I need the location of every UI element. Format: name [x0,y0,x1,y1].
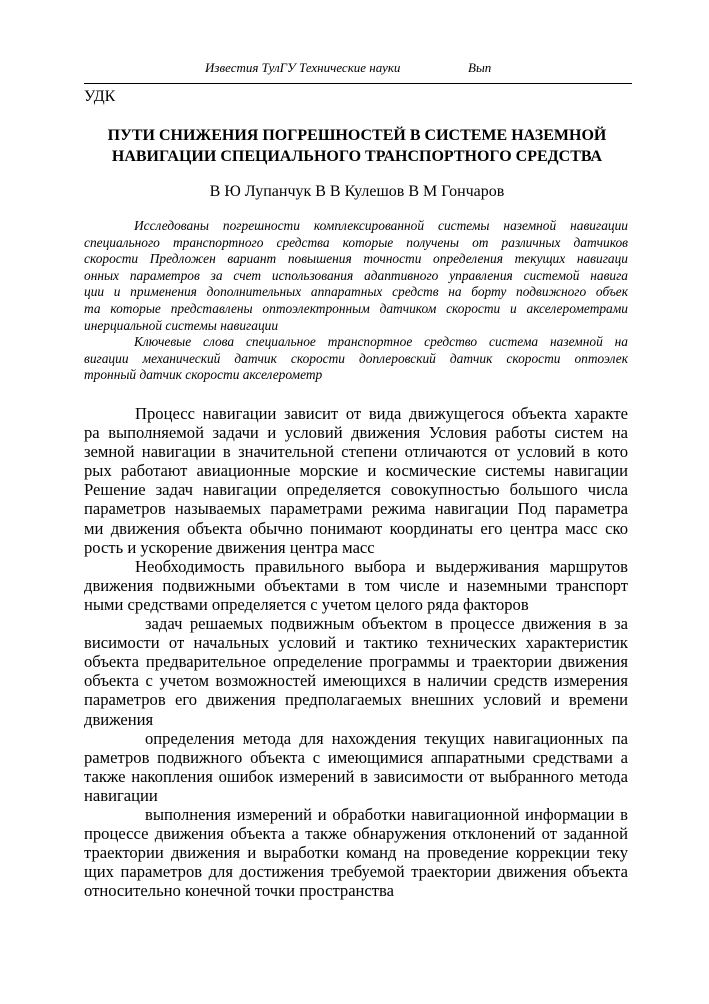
title-line: НАВИГАЦИИ СПЕЦИАЛЬНОГО ТРАНСПОРТНОГО СРЕДСТВА [111,148,603,165]
body-line: щих параметров для достижения требуемой траектории движения объекта [84,862,628,882]
body-line: траектории движения и выработки команд на проведение коррекции теку [84,843,628,863]
abstract-line: ции и применения дополнительных аппаратных средств на борту подвижного объек [84,284,628,300]
body-line: процессе движения объекта а также обнаружения отклонений от заданной [84,824,628,844]
abstract-line: Исследованы погрешности комплексированной системы наземной навигации [134,218,628,233]
body-line: раметров подвижного объекта с имеющимися аппаратными средствами а [84,747,628,767]
udk-label: УДК [84,88,116,105]
body-line: Необходимость правильного выбора и выдерживания маршрутов [135,556,628,576]
paragraph-2 [84,557,628,614]
body-line: движения подвижными объектами в том числе и наземными транспорт [84,575,628,595]
body-line: движения [84,709,154,729]
keywords-line: Ключевые слова специальное транспортное средство система наземной на [134,334,628,350]
keywords-line: вигации механический датчик скорости доплеровский датчик скорости оптоэлек [84,350,628,366]
body-line: относительно конечной точки пространства [84,881,395,901]
body-line: ра выполняемой задачи и условий движения Условия работы систем на [84,423,628,443]
body-line: выполнения измерений и обработки навигационной информации в [145,804,628,824]
body-line: объекта предварительное определение программы и траектории движения [84,652,628,672]
abstract-line: онных параметров за счет использования адаптивного управления системой навига [84,267,628,283]
paragraph-5 [84,805,628,900]
paragraph-1 [84,404,628,557]
body-line: ными средствами определяется с учетом целого ряда факторов [84,594,529,614]
body-line: определения метода для нахождения текущих навигационных па [145,728,628,748]
abstract-line: та которые представлены оптоэлектронным датчиком скорости и акселерометрами [84,300,628,316]
body-line: рость и ускорение движения центра масс [84,537,375,557]
abstract-line: инерциальной системы навигации [84,317,279,333]
abstract-line: скорости Предложен вариант повышения точности определения текущих навигаци [84,251,628,267]
body-line: также накопления ошибок измерений в зависимости от выбранного метода [84,766,628,786]
body-line: навигации [84,785,158,805]
paragraph-4 [84,729,628,805]
journal-name: Известия ТулГУ Технические науки [205,60,401,75]
body-line: параметров называемых параметрами режима навигации Под параметра [84,499,628,519]
body-line: объекта с учетом возможностей имеющихся в наличии средств измерения [84,671,628,691]
body-line: рых работают авиационные морские и космические системы навигации [84,461,628,481]
abstract-line: специального транспортного средства которые получены от различных датчиков [84,234,628,250]
body-line: земной навигации в значительной степени отличаются от условий в кото [84,442,628,462]
body-line: висимости от начальных условий и тактико технических характеристик [84,633,628,653]
body-line: Решение задач навигации определяется совокупностью большого числа [84,480,628,500]
keywords-line: тронный датчик скорости акселерометр [84,367,323,383]
title-line: ПУТИ СНИЖЕНИЯ ПОГРЕШНОСТЕЙ В СИСТЕМЕ НАЗЕМНОЙ [107,127,607,144]
body-line: параметров его движения предполагаемых внешних условий и времени [84,690,628,710]
authors: В Ю Лупанчук В В Кулешов В М Гончаров [209,183,505,200]
paragraph-3 [84,614,628,729]
abstract [84,218,628,384]
paper-title [84,125,630,167]
body-text [84,404,628,900]
body-line: задач решаемых подвижным объектом в процессе движения в за [145,614,628,634]
body-line: Процесс навигации зависит от вида движущегося объекта характе [135,404,628,423]
header-rule [84,83,632,84]
body-line: ми движения объекта обычно понимают координаты его центра масс ско [84,518,628,538]
issue-label: Вып [468,60,492,75]
